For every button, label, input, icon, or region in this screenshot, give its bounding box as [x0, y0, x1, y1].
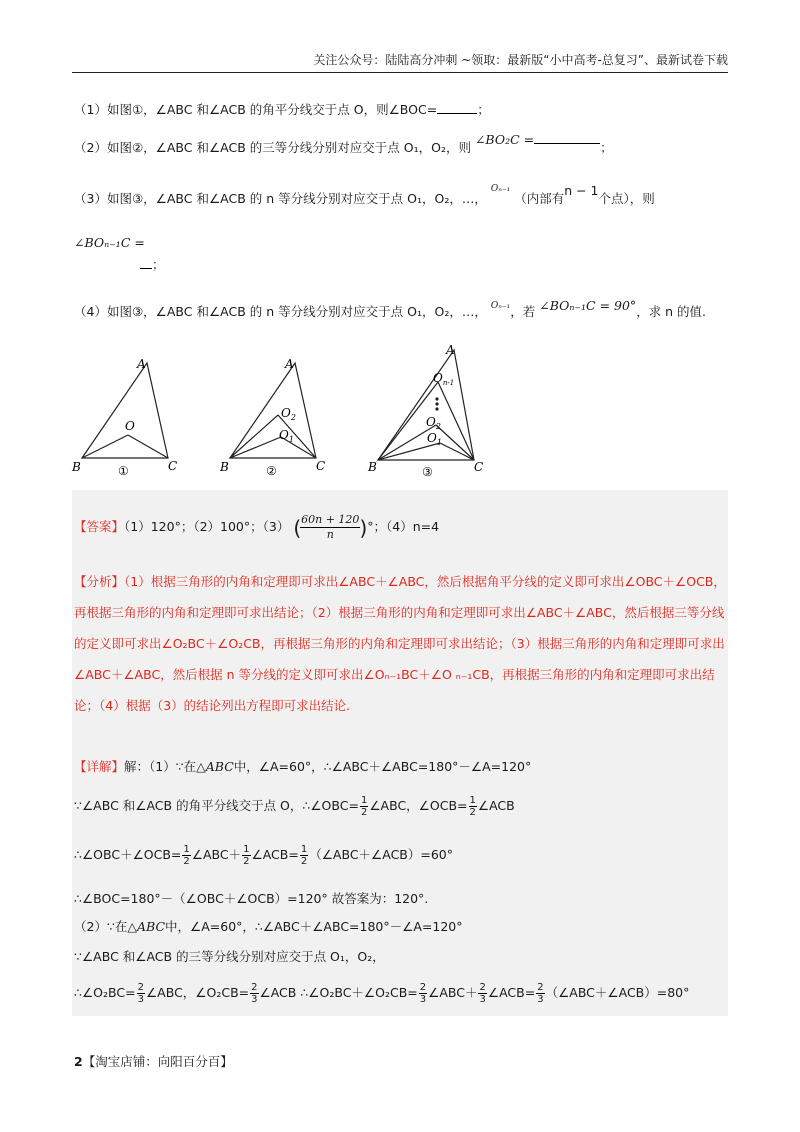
label-o: O	[125, 419, 135, 433]
label-a: A	[446, 343, 455, 357]
figure-2	[218, 355, 338, 484]
detail-line-2: ∵∠ABC 和∠ACB 的角平分线交于点 O，∴∠OBC= $\frac{1}{2}$ ∠ABC，∠OCB= $\frac{1}{2}$ ∠ACB	[74, 795, 515, 818]
figure-3	[366, 342, 496, 484]
answer-blank	[437, 113, 477, 114]
label-b: B	[72, 460, 81, 474]
page-footer	[74, 1052, 233, 1070]
page-number: 2	[74, 1054, 83, 1069]
question-3-line2: ∠BOₙ₋₁C = ；	[74, 235, 165, 272]
answer-label: 【答案】	[74, 519, 125, 534]
answer-line: 【答案】（1）120°；（2）100°；（3） ( $\frac{60n + 120}{n}$ )°；（4）n=4	[74, 513, 440, 541]
detail-line-1: 【详解】解：（1）∵在△ABC中，∠A=60°，∴∠ABC＋∠ABC=180°－∠A=120°	[74, 759, 532, 774]
analysis-label: 【分析】	[74, 574, 125, 589]
label-o2: $O_2$	[426, 415, 441, 431]
page-header	[72, 52, 728, 73]
detail-line-6: ∵∠ABC 和∠ACB 的三等分线分别对应交于点 O₁，O₂，	[74, 949, 385, 964]
label-a: A	[285, 357, 294, 371]
label-c: C	[168, 459, 178, 473]
detail-line-5: （2）∵在△ABC中，∠A=60°，∴∠ABC＋∠ABC=180°－∠A=120°	[74, 919, 463, 934]
line-c-on	[438, 382, 474, 460]
detail-line-3: ∴∠OBC＋∠OCB= $\frac{1}{2}$ ∠ABC＋ $\frac{1}{2}$ ∠ACB= $\frac{1}{2}$ （∠ABC＋∠ACB）=60°	[74, 844, 454, 867]
label-c: C	[316, 459, 326, 473]
label-on1: $O_{n-1}$	[433, 371, 455, 387]
detail-line-7: ∴∠O₂BC= $\frac{2}{3}$ ∠ABC，∠O₂CB= $\frac{2}{3}$ ∠ACB ∴∠O₂BC＋∠O₂CB= $\frac{2}{3}$ ∠ABC＋ $\frac{2}{3}$ ∠ACB= $\frac{2}{3}$ （∠ABC＋∠ACB）=80°	[74, 982, 690, 1005]
footer-text: 【淘宝店铺：向阳百分百】	[82, 1054, 233, 1069]
label-a: A	[137, 357, 146, 371]
label-c: C	[474, 460, 484, 474]
label-b: B	[368, 460, 377, 474]
question-2: （2）如图②，∠ABC 和∠ACB 的三等分线分别对应交于点 O₁，O₂，则 ∠BO₂C =；	[74, 132, 613, 155]
question-4: （4）如图③，∠ABC 和∠ACB 的 n 等分线分别对应交于点 O₁，O₂，…， $^{O_{n-1}}$，若 ∠BOₙ₋₁C = 90°，求 n 的值.	[74, 298, 707, 319]
triangle-abc	[378, 350, 474, 460]
analysis-paragraph: 【分析】（1）根据三角形的内角和定理即可求出∠ABC＋∠ABC，然后根据角平分线的定义即可求出∠OBC＋∠OCB，再根据三角形的内角和定理即可求出结论；（2）根据三角形的内角和定理即可求出∠ABC＋∠ABC，然后根据三等分线的定义即可求出∠O₂BC＋∠O₂CB，再根据三角形的内角和定理即可求出结论；（3）根据三角形的内角和定理即可求出∠ABC＋∠ABC，然后根据 n 等分线的定义即可求出∠Oₙ₋₁BC＋∠O ₙ₋₁CB，再根据三角形的内角和定理即可求出结论；（4）根据（3）的结论列出方程即可求出结论.	[74, 574, 726, 713]
figure-caption: ③	[422, 465, 433, 479]
figure-caption: ②	[266, 464, 277, 478]
figure-1	[70, 355, 190, 484]
detail-line-4: ∴∠BOC=180°－（∠OBC＋∠OCB）=120° 故答案为：120°.	[74, 891, 429, 906]
question-1: （1）如图①，∠ABC 和∠ACB 的角平分线交于点 O，则∠BOC= ；	[74, 102, 490, 117]
label-o2: $O_2$	[281, 406, 296, 422]
figure-caption: ①	[118, 464, 129, 478]
label-o1: $O_1$	[279, 428, 294, 444]
detail-label: 【详解】	[74, 759, 125, 774]
header-text: 关注公众号：陆陆高分冲刺 ~领取：最新版“小中高考-总复习”、最新试卷下载	[313, 53, 728, 67]
answer-blank	[534, 143, 600, 144]
bisector-b	[82, 435, 128, 458]
label-o1: $O_1$	[427, 431, 442, 447]
answer-fraction: $\frac{60n + 120}{n}$	[301, 513, 360, 541]
triangle-abc	[82, 363, 168, 458]
trisector-b-1	[230, 415, 278, 458]
answer-blank	[140, 268, 152, 269]
question-3: （3）如图③，∠ABC 和∠ACB 的 n 等分线分别对应交于点 O₁，O₂，…， $^{O_{n-1}}$ （内部有n − 1个点），则	[74, 183, 655, 206]
bisector-c	[128, 435, 168, 458]
ellipsis-dots	[435, 397, 438, 410]
line-c-o1	[440, 443, 474, 460]
label-b: B	[220, 460, 229, 474]
